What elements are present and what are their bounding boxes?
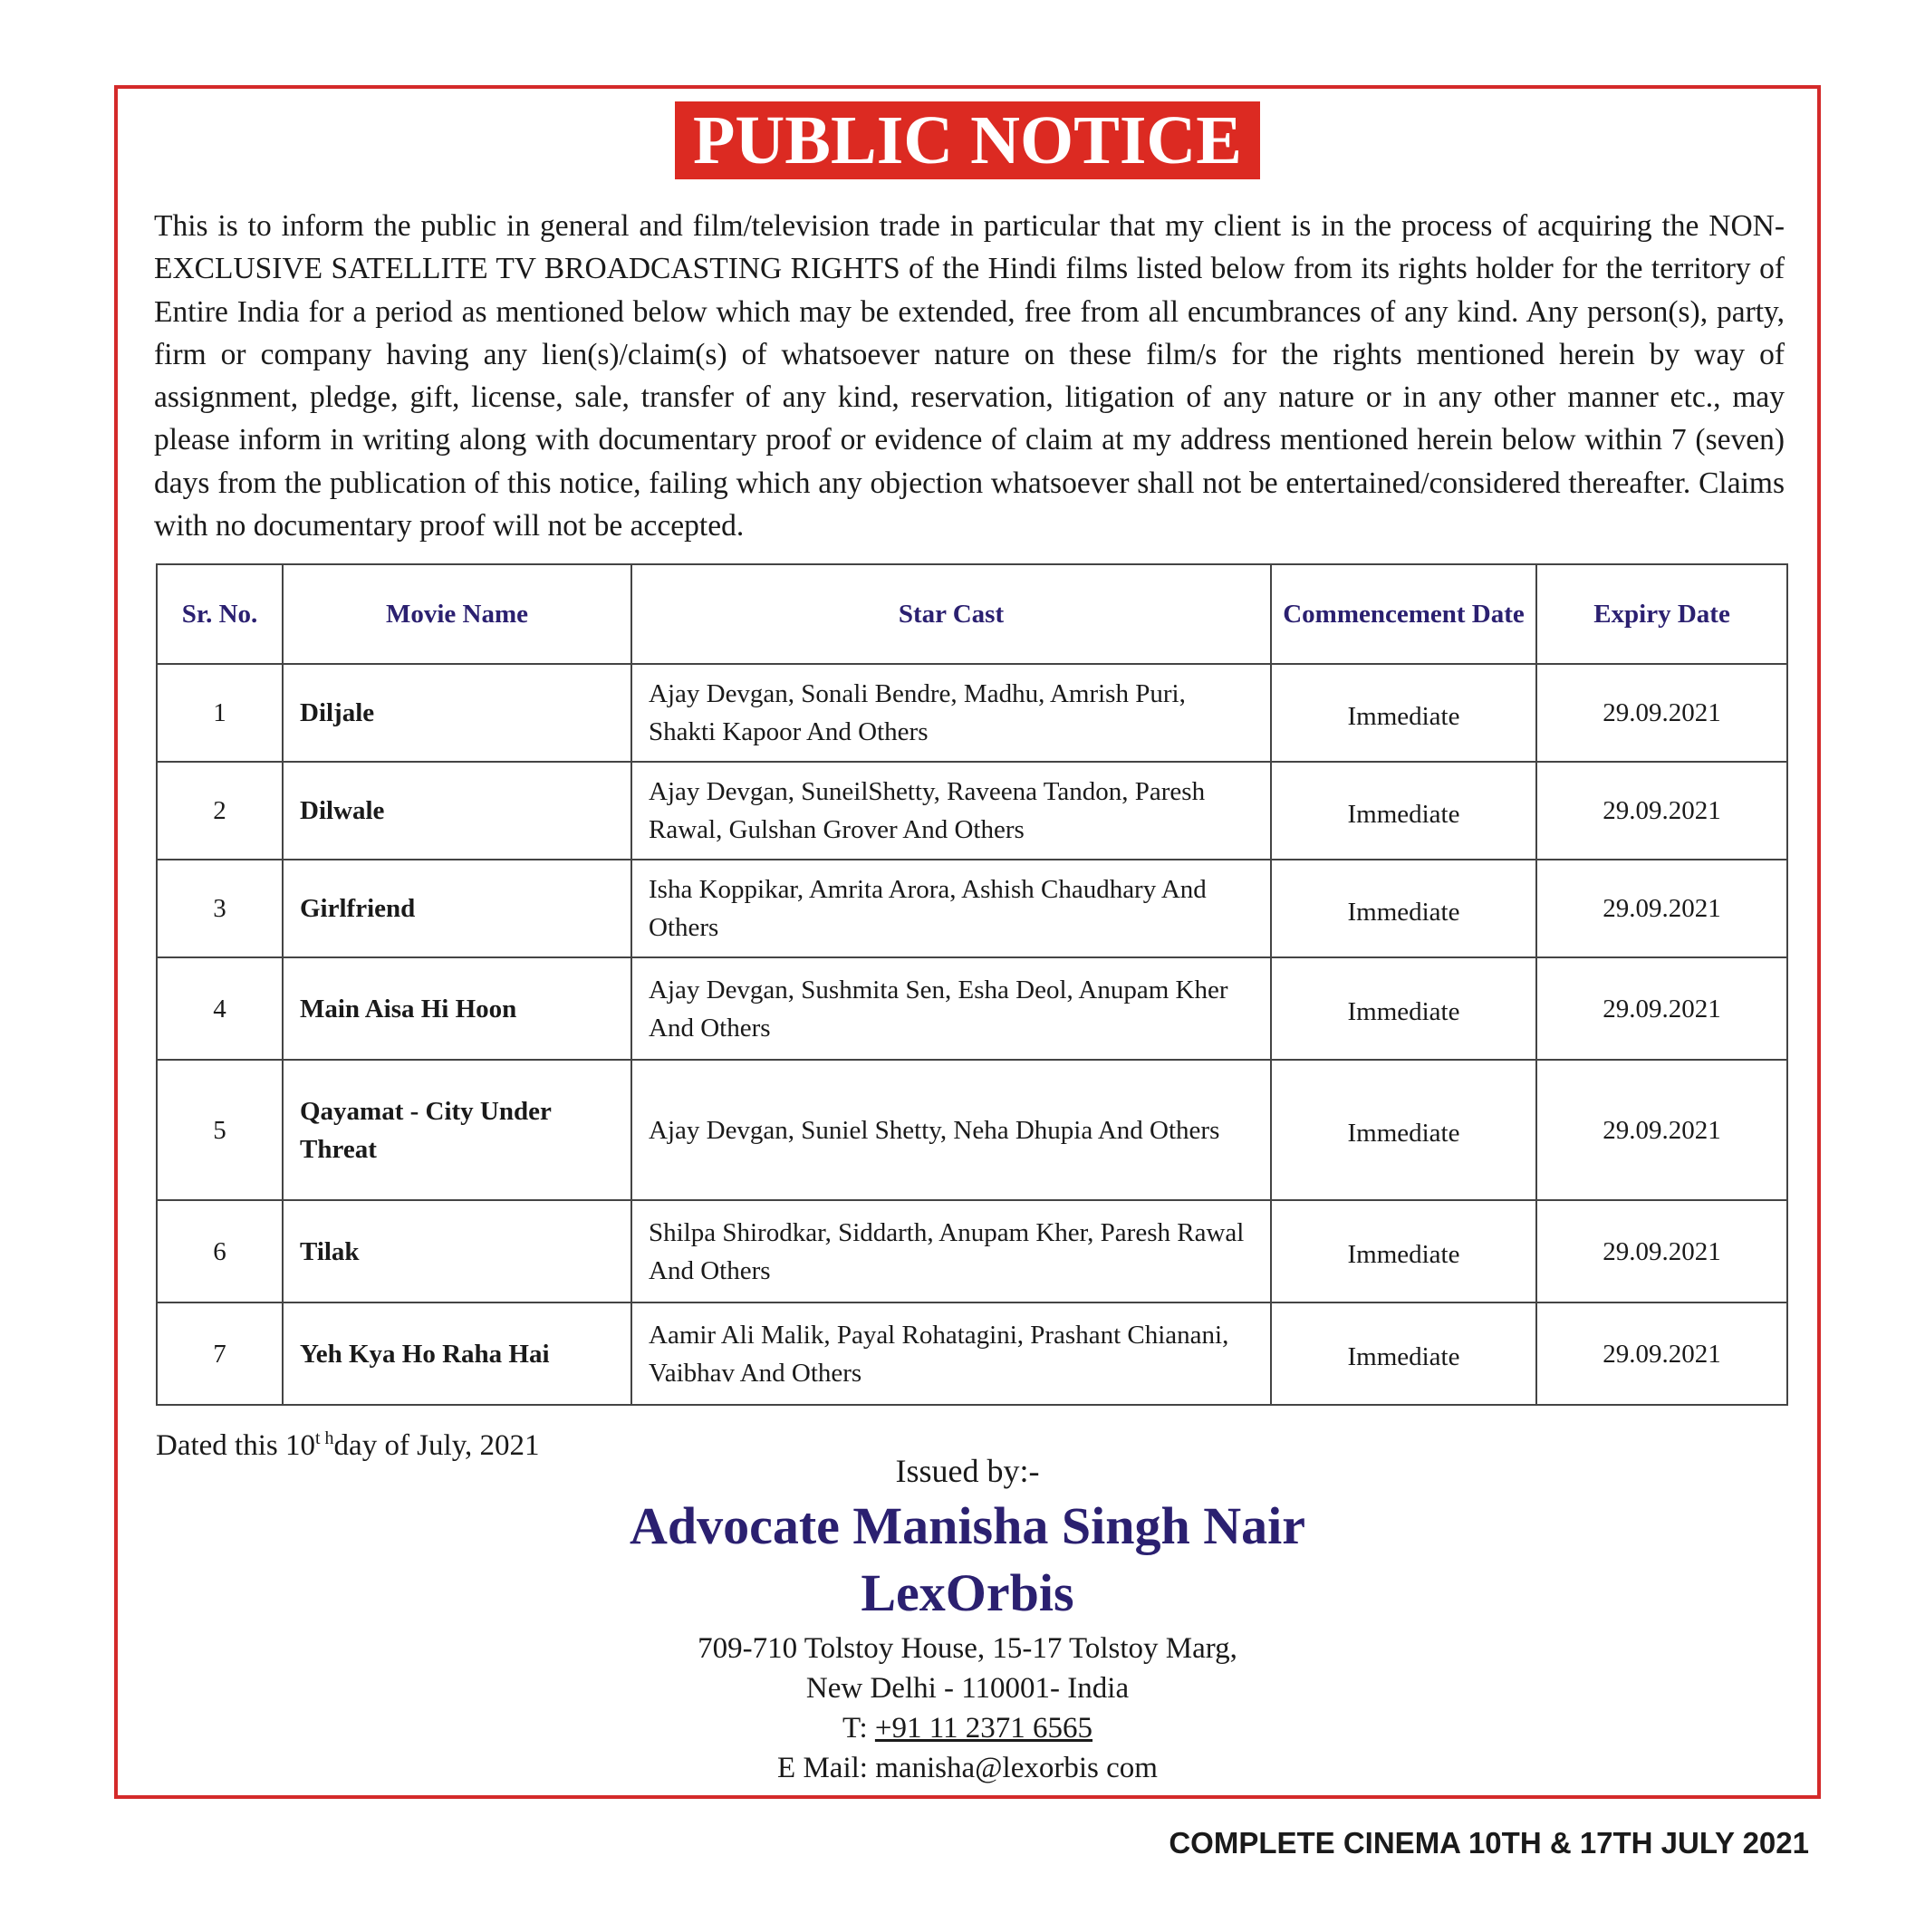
table-row	[157, 1302, 1787, 1405]
notice-frame	[114, 85, 1821, 1799]
cell-star-cast: Ajay Devgan, SuneilShetty, Raveena Tandon, Paresh Rawal, Gulshan Grover And Others	[631, 762, 1271, 860]
header-star-cast: Star Cast	[631, 564, 1271, 664]
cell-expiry: 29.09.2021	[1536, 957, 1787, 1060]
phone-number-link[interactable]: +91 11 2371 6565	[874, 1712, 1093, 1745]
cell-sr-no: 2	[157, 762, 283, 860]
header-expiry-date: Expiry Date	[1536, 564, 1787, 664]
cell-commencement: Immediate	[1271, 1060, 1536, 1200]
cell-sr-no: 4	[157, 957, 283, 1060]
cell-movie-name: Qayamat - City Under Threat	[283, 1060, 631, 1200]
table-row	[157, 762, 1787, 860]
table-row	[157, 957, 1787, 1060]
header-movie-name: Movie Name	[283, 564, 631, 664]
title-wrap	[118, 101, 1817, 179]
cell-commencement: Immediate	[1271, 957, 1536, 1060]
cell-expiry: 29.09.2021	[1536, 664, 1787, 762]
table-header-row	[157, 564, 1787, 664]
table-row	[157, 860, 1787, 957]
cell-movie-name: Dilwale	[283, 762, 631, 860]
table-row	[157, 664, 1787, 762]
cell-expiry: 29.09.2021	[1536, 860, 1787, 957]
issued-by: Issued by:-	[895, 1453, 1040, 1489]
cell-movie-name: Main Aisa Hi Hoon	[283, 957, 631, 1060]
cell-star-cast: Ajay Devgan, Suniel Shetty, Neha Dhupia And Others	[631, 1060, 1271, 1200]
phone-label: T:	[842, 1712, 875, 1745]
cell-movie-name: Yeh Kya Ho Raha Hai	[283, 1302, 631, 1405]
cell-expiry: 29.09.2021	[1536, 1200, 1787, 1302]
cell-star-cast: Shilpa Shirodkar, Siddarth, Anupam Kher, Paresh Rawal And Others	[631, 1200, 1271, 1302]
cell-sr-no: 1	[157, 664, 283, 762]
header-commencement-date: Commencement Date	[1271, 564, 1536, 664]
cell-star-cast: Aamir Ali Malik, Payal Rohatagini, Prashant Chianani, Vaibhav And Others	[631, 1302, 1271, 1405]
cell-star-cast: Ajay Devgan, Sonali Bendre, Madhu, Amrish Puri, Shakti Kapoor And Others	[631, 664, 1271, 762]
phone-line	[118, 1708, 1817, 1748]
rights-table	[156, 563, 1788, 1406]
cell-movie-name: Girlfriend	[283, 860, 631, 957]
cell-commencement: Immediate	[1271, 664, 1536, 762]
cell-expiry: 29.09.2021	[1536, 1302, 1787, 1405]
email-line: E Mail: manisha@lexorbis com	[777, 1752, 1158, 1784]
advocate-name: Advocate Manisha Singh Nair	[629, 1496, 1305, 1555]
dated-suffix: day of July, 2021	[333, 1429, 540, 1462]
dated-prefix: Dated this 10	[156, 1429, 315, 1462]
cell-star-cast: Isha Koppikar, Amrita Arora, Ashish Chaudhary And Others	[631, 860, 1271, 957]
cell-commencement: Immediate	[1271, 762, 1536, 860]
firm-name: LexOrbis	[861, 1563, 1074, 1622]
cell-movie-name: Tilak	[283, 1200, 631, 1302]
dated-superscript: t h	[314, 1428, 334, 1448]
table-row	[157, 1200, 1787, 1302]
cell-commencement: Immediate	[1271, 860, 1536, 957]
address-line-1: 709-710 Tolstoy House, 15-17 Tolstoy Marg,	[698, 1632, 1237, 1665]
cell-sr-no: 6	[157, 1200, 283, 1302]
cell-sr-no: 3	[157, 860, 283, 957]
cell-expiry: 29.09.2021	[1536, 762, 1787, 860]
cell-movie-name: Diljale	[283, 664, 631, 762]
cell-sr-no: 7	[157, 1302, 283, 1405]
header-sr-no: Sr. No.	[157, 564, 283, 664]
notice-title: PUBLIC NOTICE	[675, 101, 1260, 179]
publication-footer: COMPLETE CINEMA 10TH & 17TH JULY 2021	[1169, 1826, 1809, 1860]
table-row	[157, 1060, 1787, 1200]
cell-commencement: Immediate	[1271, 1200, 1536, 1302]
cell-star-cast: Ajay Devgan, Sushmita Sen, Esha Deol, Anupam Kher And Others	[631, 957, 1271, 1060]
cell-commencement: Immediate	[1271, 1302, 1536, 1405]
cell-expiry: 29.09.2021	[1536, 1060, 1787, 1200]
cell-sr-no: 5	[157, 1060, 283, 1200]
address-line-2: New Delhi - 110001- India	[805, 1672, 1130, 1705]
notice-intro: This is to inform the public in general and film/television trade in particular that my client is in the process of acquiring the NON-EXCLUSIVE SATELLITE TV BROADCASTING RIGHTS of the Hindi films listed below from its rights holder for the territory of Entire India for a period as mentioned below which may be extended, free from all encumbrances of any kind. Any person(s), party, firm or company having any lien(s)/claim(s) of whatsoever nature on these film/s for the rights mentioned herein by way of assignment, pledge, gift, license, sale, transfer of any kind, reservation, litigation of any nature or in any other manner etc., may please inform in writing along with documentary proof or evidence of claim at my address mentioned herein below within 7 (seven) days from the publication of this notice, failing which any objection whatsoever shall not be entertained/considered thereafter. Claims with no documentary proof will not be accepted.	[154, 209, 1785, 543]
